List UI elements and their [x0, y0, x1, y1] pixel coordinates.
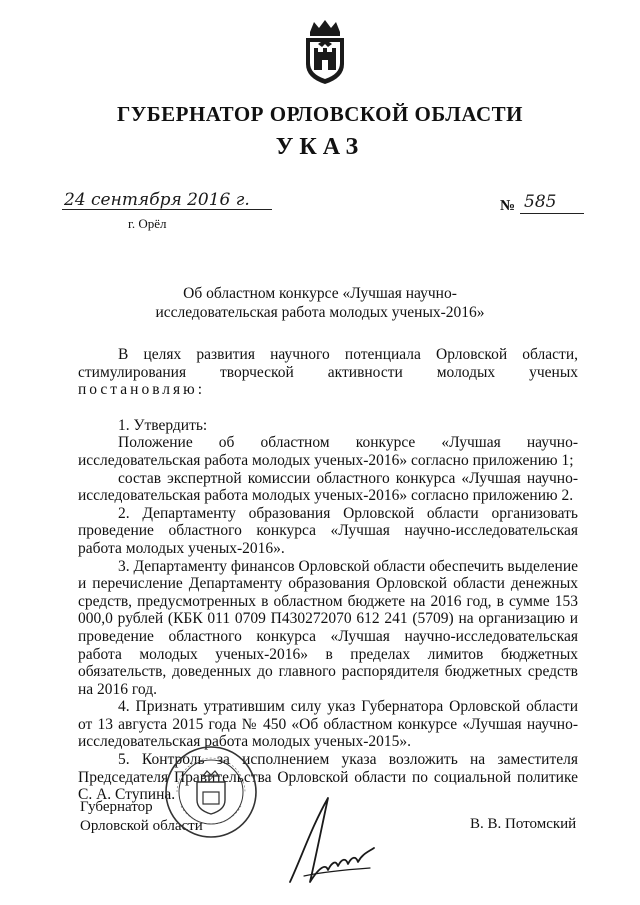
position-line-1: Губернатор: [80, 799, 153, 815]
subject-line-2: исследовательская работа молодых ученых-2016»: [155, 304, 485, 321]
date-underline: [62, 209, 272, 210]
item-1: 1. Утвердить:: [118, 416, 208, 434]
item-2: 2. Департаменту образования Орловской области организовать проведение областного конкурса «Лучшая научно-исследовательская работа молодых ученых-2016».: [78, 504, 578, 557]
item-5: 5. Контроль за исполнением указа возложить на заместителя Председателя Правительства Орловской области по социальной политике С. А. Ступина.: [78, 751, 578, 804]
item-4: 4. Признать утратившим силу указ Губернатора Орловской области от 13 августа 2015 года № 450 «Об областном конкурсе «Лучшая научно-исследовательская работа молодых ученых-2015».: [78, 698, 578, 751]
item-1a: Положение об областном конкурсе «Лучшая научно-исследовательская работа молодых ученых-2016» согласно приложению 1;: [78, 434, 578, 469]
decree-body: [78, 346, 578, 804]
handwritten-date: 24 сентября 2016 г.: [64, 190, 250, 210]
authority-title: ГУБЕРНАТОР ОРЛОВСКОЙ ОБЛАСТИ: [116, 102, 524, 126]
item-1b: состав экспертной комиссии областного конкурса «Лучшая научно-исследовательская работа молодых ученых-2016» согласно приложению 2.: [78, 469, 578, 505]
position-line-2: Орловской области: [80, 818, 203, 834]
number-underline: [520, 213, 584, 214]
document-type: УКАЗ: [275, 134, 365, 160]
preamble-text: В целях развития научного потенциала Орловской области, стимулирования творческой активности молодых ученых: [78, 346, 578, 381]
official-seal-icon: [163, 744, 259, 840]
coat-of-arms-icon: [298, 18, 352, 86]
handwritten-number: 585: [524, 192, 557, 212]
issue-city: г. Орёл: [128, 216, 167, 231]
signatory-name: В. В. Потомский: [470, 816, 577, 832]
handwritten-signature-icon: [282, 786, 382, 896]
decree-subject: [140, 284, 500, 322]
subject-line-1: Об областном конкурсе «Лучшая научно-: [183, 285, 457, 302]
preamble: [78, 346, 578, 399]
number-label: №: [500, 198, 516, 214]
item-3: 3. Департаменту финансов Орловской области обеспечить выделение и перечисление Департаменту образования Орловской области денежных средств, предусмотренных в областном бюджете на 2016 год, в сумме 153 000,0 рублей (КБК 011 0709 П430272070 612 241 (5709) на организацию и проведение областного конкурса «Лучшая научно-исследовательская работа молодых ученых-2016» в пределах лимитов бюджетных обязательств, доведенных до главного распорядителя бюджетных средств на 2016 год.: [78, 557, 578, 698]
preamble-keyword: постановляю:: [78, 381, 206, 399]
